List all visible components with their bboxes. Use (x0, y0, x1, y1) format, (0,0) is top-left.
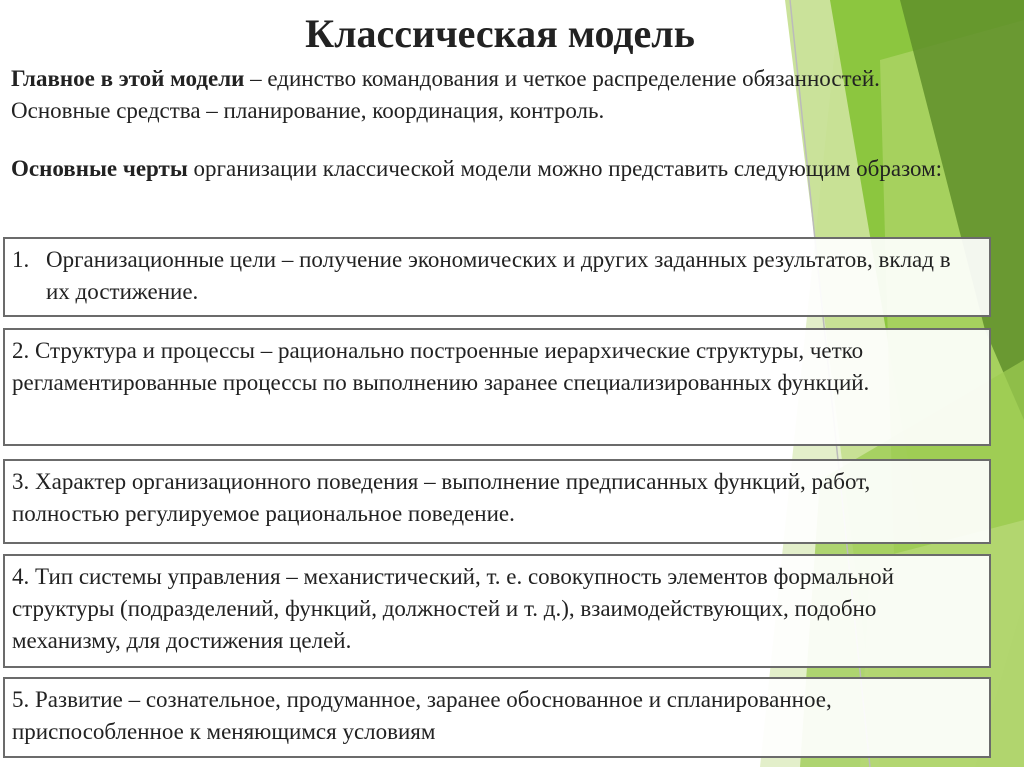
page-title: Классическая модель (305, 11, 695, 56)
features-text: организации классической модели можно представить следующим образом: (187, 156, 943, 181)
features-paragraph (11, 153, 971, 185)
feature-box-1 (3, 237, 991, 317)
feature-box-3 (3, 459, 991, 544)
feature-2-text: 2. Структура и процессы – рационально построенные иерархические структуры, четко регламентированные процессы по выполнению заранее специализированных функций. (12, 338, 870, 395)
feature-box-5 (3, 677, 991, 758)
feature-1-row (12, 244, 979, 308)
intro-paragraph (11, 63, 971, 127)
intro-bold-lead: Главное в этой модели (11, 66, 245, 91)
feature-4-text: 4. Тип системы управления – механистический, т. е. совокупность элементов формальной структуры (подразделений, функций, должностей и т. д.), взаимодействующих, подобно механизму, для достижения целей. (12, 564, 894, 653)
feature-3-text: 3. Характер организационного поведения – выполнение предписанных функций, работ, полностью регулируемое рациональное поведение. (12, 469, 871, 526)
feature-1-text: Организационные цели – получение экономических и других заданных результатов, вклад в их достижение. (46, 247, 951, 304)
intro-text: – единство командования и четкое распределение обязанностей. Основные средства – планирование, координация, контроль. (11, 66, 880, 123)
features-bold-lead: Основные черты (11, 156, 188, 181)
feature-box-2 (3, 328, 991, 446)
feature-5-text: 5. Развитие – сознательное, продуманное, заранее обоснованное и спланированное, приспособленное к меняющимся условиям (12, 687, 832, 744)
feature-1-number: 1. (12, 247, 30, 272)
feature-box-4 (3, 554, 991, 668)
